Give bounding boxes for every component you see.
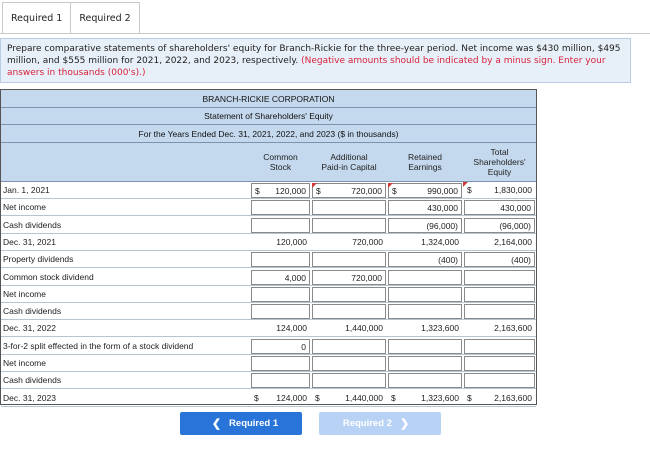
total-equity-input[interactable]: [464, 391, 535, 406]
chevron-right-icon: ❯: [399, 418, 410, 430]
col-total-equity: [463, 143, 536, 182]
row-label: Dec. 31, 2023: [3, 392, 56, 403]
col-common-stock: [250, 143, 311, 182]
currency-symbol: $: [391, 392, 396, 403]
common-stock-input: [251, 321, 310, 336]
retained-earnings-input: [388, 321, 462, 336]
apic-input[interactable]: [312, 200, 386, 215]
total-equity-input[interactable]: [464, 373, 535, 388]
table-row: [1, 251, 536, 268]
apic-input[interactable]: [312, 339, 386, 354]
row-label: Property dividends: [3, 254, 74, 265]
prev-required-button[interactable]: [180, 412, 302, 435]
cell-value: 1,440,000: [345, 323, 383, 334]
common-stock-input[interactable]: [251, 356, 310, 371]
cell-value: 2,164,000: [494, 236, 532, 247]
cell-value: 990,000: [427, 186, 458, 196]
retained-earnings-input: [388, 235, 462, 250]
row-label: Net income: [3, 202, 46, 213]
common-stock-input[interactable]: [251, 252, 310, 267]
total-equity-input[interactable]: [464, 304, 535, 319]
retained-earnings-input[interactable]: [388, 270, 462, 285]
table-row: [1, 217, 536, 234]
row-label: Dec. 31, 2021: [3, 236, 56, 247]
total-equity-input[interactable]: [464, 183, 535, 198]
currency-symbol: $: [467, 185, 472, 195]
cell-value: 1,830,000: [494, 185, 532, 195]
cell-value: (96,000): [426, 220, 458, 231]
cell-value: 124,000: [276, 392, 307, 403]
row-label: Cash dividends: [3, 219, 62, 230]
tab-required-2[interactable]: Required 2: [71, 2, 139, 33]
common-stock-input[interactable]: [251, 373, 310, 388]
apic-input[interactable]: [312, 304, 386, 319]
table-row: [1, 269, 536, 286]
cell-value: 120,000: [275, 186, 306, 196]
instructions-note: (Negative amounts should be indicated by a minus sign. Enter your answers in thousands (000's).): [7, 56, 606, 78]
apic-input[interactable]: [312, 391, 386, 406]
retained-earnings-input[interactable]: [388, 304, 462, 319]
feedback-marker-icon: [312, 183, 317, 188]
next-required-button[interactable]: [319, 412, 441, 435]
tab-bar: [2, 2, 140, 33]
cell-value: (400): [438, 255, 458, 266]
retained-earnings-input[interactable]: [388, 218, 462, 233]
cell-value: 1,323,600: [421, 392, 459, 403]
table-row: [1, 182, 536, 199]
apic-input[interactable]: [312, 183, 386, 198]
total-equity-input[interactable]: [464, 339, 535, 354]
row-label: Net income: [3, 358, 46, 368]
common-stock-input[interactable]: [251, 200, 310, 215]
col-common-line1: Common: [263, 152, 298, 162]
retained-earnings-input[interactable]: [388, 183, 462, 198]
cell-value: 2,163,600: [494, 323, 532, 334]
col-apic-line2: Paid-in Capital: [321, 162, 377, 172]
statement-title: Statement of Shareholders' Equity: [1, 108, 536, 125]
col-common-line2: Stock: [269, 162, 292, 172]
total-equity-input[interactable]: [464, 218, 535, 233]
cell-value: 720,000: [351, 272, 382, 283]
total-equity-input[interactable]: [464, 270, 535, 285]
apic-input[interactable]: [312, 287, 386, 302]
cell-value: 430,000: [427, 203, 458, 214]
table-row: [1, 338, 536, 355]
table-row: [1, 199, 536, 216]
common-stock-input[interactable]: [251, 304, 310, 319]
feedback-marker-icon: [463, 182, 468, 187]
retained-earnings-input[interactable]: [388, 391, 462, 406]
cell-value: 720,000: [351, 186, 382, 196]
table-row: [1, 355, 536, 372]
table-row: [1, 303, 536, 320]
cell-value: 120,000: [276, 236, 307, 247]
apic-input[interactable]: [312, 373, 386, 388]
total-equity-input[interactable]: [464, 200, 535, 215]
table-row: [1, 320, 536, 337]
cell-value: (96,000): [499, 220, 531, 231]
prev-required-label: Required 1: [229, 418, 279, 429]
col-re-line2: Earnings: [408, 162, 442, 172]
col-apic-line1: Additional: [330, 152, 368, 162]
total-equity-input[interactable]: [464, 287, 535, 302]
row-label: Cash dividends: [3, 375, 62, 386]
cell-value: 1,323,600: [421, 323, 459, 334]
cell-value: 720,000: [352, 236, 383, 247]
next-required-label: Required 2: [342, 418, 392, 429]
col-apic: [311, 143, 387, 182]
instructions-box: [0, 38, 631, 83]
retained-earnings-input[interactable]: [388, 200, 462, 215]
apic-input[interactable]: [312, 218, 386, 233]
col-total-line2: Shareholders': [473, 157, 526, 167]
feedback-marker-icon: [388, 183, 393, 188]
total-equity-input: [464, 235, 535, 250]
cell-value: 1,324,000: [421, 236, 459, 247]
row-label: Dec. 31, 2022: [3, 323, 56, 334]
col-retained-earnings: [387, 143, 463, 182]
retained-earnings-input[interactable]: [388, 356, 462, 371]
common-stock-input[interactable]: [251, 287, 310, 302]
currency-symbol: $: [254, 392, 259, 403]
table-row: [1, 390, 536, 407]
apic-input: [312, 321, 386, 336]
row-label: Net income: [3, 288, 46, 299]
apic-input[interactable]: [312, 356, 386, 371]
table-row: [1, 286, 536, 303]
apic-input: [312, 235, 386, 250]
apic-input[interactable]: [312, 270, 386, 285]
col-total-line3: Equity: [487, 167, 512, 177]
cell-value: 2,163,600: [494, 392, 532, 403]
total-equity-input[interactable]: [464, 356, 535, 371]
cell-value: 124,000: [276, 323, 307, 334]
currency-symbol: $: [392, 186, 397, 196]
instructions-text: Prepare comparative statements of shareholders' equity for Branch-Rickie for the three-year period. Net income was $430 million, $495 million, and $555 million for 2021, 2022, and 2023, respectively.: [7, 44, 621, 66]
common-stock-input[interactable]: [251, 270, 310, 285]
retained-earnings-input[interactable]: [388, 287, 462, 302]
currency-symbol: $: [316, 186, 321, 196]
tab-required-1[interactable]: Required 1: [2, 2, 71, 33]
cell-value: 4,000: [284, 272, 306, 283]
col-re-line1: Retained: [407, 152, 443, 162]
tab-divider: [0, 33, 650, 34]
currency-symbol: $: [255, 186, 260, 196]
total-equity-input: [464, 321, 535, 336]
chevron-left-icon: ❮: [211, 418, 222, 430]
cell-value: (400): [511, 255, 531, 266]
cell-value: 0: [301, 341, 306, 352]
label-column-header: [1, 143, 250, 182]
common-stock-input[interactable]: [251, 183, 310, 198]
apic-input[interactable]: [312, 252, 386, 267]
row-label: Cash dividends: [3, 306, 62, 317]
statement-period: For the Years Ended Dec. 31, 2021, 2022, and 2023 ($ in thousands): [1, 125, 536, 143]
row-label: Jan. 1, 2021: [3, 185, 50, 195]
retained-earnings-input[interactable]: [388, 373, 462, 388]
retained-earnings-input[interactable]: [388, 252, 462, 267]
company-name: BRANCH-RICKIE CORPORATION: [1, 90, 536, 108]
total-equity-input[interactable]: [464, 252, 535, 267]
common-stock-input[interactable]: [251, 391, 310, 406]
cell-value: 430,000: [500, 203, 531, 214]
table-row: [1, 234, 536, 251]
col-total-line1: Total: [490, 147, 509, 157]
common-stock-input[interactable]: [251, 218, 310, 233]
equity-statement: [0, 89, 537, 405]
common-stock-input: [251, 235, 310, 250]
currency-symbol: $: [467, 392, 472, 403]
row-label: 3-for-2 split effected in the form of a stock dividend: [3, 340, 194, 351]
table-row: [1, 372, 536, 389]
row-label: Common stock dividend: [3, 271, 94, 282]
currency-symbol: $: [315, 392, 320, 403]
cell-value: 1,440,000: [345, 392, 383, 403]
common-stock-input[interactable]: [251, 339, 310, 354]
retained-earnings-input[interactable]: [388, 339, 462, 354]
